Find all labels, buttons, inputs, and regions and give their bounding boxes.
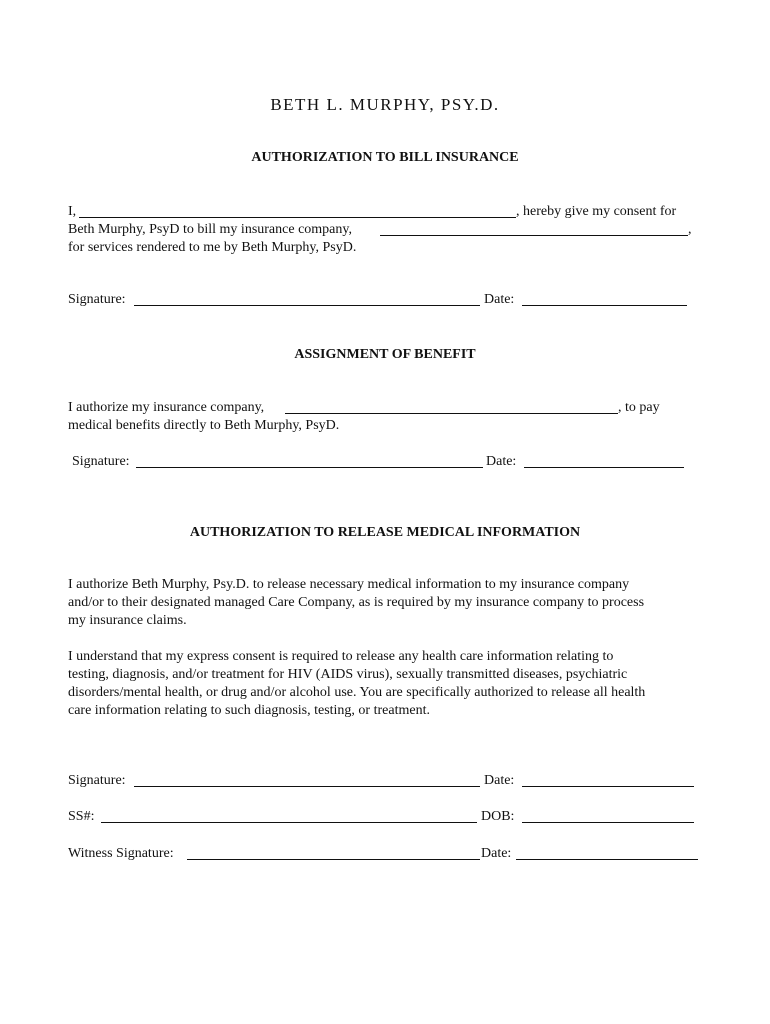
witness-date-label: Date: (481, 846, 512, 861)
document-title: BETH L. MURPHY, PSY.D. (270, 95, 500, 114)
section-heading-bill-insurance: AUTHORIZATION TO BILL INSURANCE (251, 150, 519, 165)
witness-date-field[interactable] (516, 859, 698, 860)
dob-label: DOB: (481, 809, 515, 824)
signature-field[interactable] (136, 467, 483, 468)
services-text: for services rendered to me by Beth Murphy, PsyD. (68, 240, 357, 255)
signature-field[interactable] (134, 305, 480, 306)
benefits-text: medical benefits directly to Beth Murphy, PsyD. (68, 418, 340, 433)
insurance-line-suffix: , (688, 222, 692, 237)
consent-line-prefix: I, (68, 204, 77, 219)
ss-number-field[interactable] (101, 822, 477, 823)
signature-label: Signature: (68, 773, 126, 788)
paragraph-line: I authorize Beth Murphy, Psy.D. to release necessary medical information to my insurance company (68, 577, 630, 592)
date-field[interactable] (522, 786, 694, 787)
consent-line-suffix: , hereby give my consent for (516, 204, 677, 219)
authorize-line-prefix: I authorize my insurance company, (68, 400, 265, 415)
section-heading-assignment-benefit: ASSIGNMENT OF BENEFIT (294, 347, 476, 362)
signature-label: Signature: (72, 454, 130, 469)
paragraph-line: testing, diagnosis, and/or treatment for HIV (AIDS virus), sexually transmitted diseases, psychiatric (68, 667, 628, 682)
paragraph-line: I understand that my express consent is required to release any health care information relating to (68, 649, 614, 664)
insurance-company-field[interactable] (380, 235, 688, 236)
section-heading-release-medical-info: AUTHORIZATION TO RELEASE MEDICAL INFORMATION (189, 525, 581, 540)
paragraph-line: my insurance claims. (68, 613, 187, 628)
witness-signature-label: Witness Signature: (68, 846, 174, 861)
authorize-line-suffix: , to pay (618, 400, 660, 415)
witness-signature-field[interactable] (187, 859, 480, 860)
dob-field[interactable] (522, 822, 694, 823)
signature-field[interactable] (134, 786, 480, 787)
signature-label: Signature: (68, 292, 126, 307)
paragraph-line: disorders/mental health, or drug and/or alcohol use. You are specifically authorized to release all health (68, 685, 646, 700)
patient-name-field[interactable] (79, 217, 516, 218)
date-label: Date: (484, 292, 515, 307)
insurance-line-prefix: Beth Murphy, PsyD to bill my insurance company, (68, 222, 352, 237)
date-label: Date: (484, 773, 515, 788)
paragraph-line: and/or to their designated managed Care Company, as is required by my insurance company to process (68, 595, 645, 610)
date-field[interactable] (524, 467, 684, 468)
ss-label: SS#: (68, 809, 95, 824)
date-field[interactable] (522, 305, 687, 306)
benefit-insurance-company-field[interactable] (285, 413, 618, 414)
paragraph-line: care information relating to such diagnosis, testing, or treatment. (68, 703, 430, 718)
date-label: Date: (486, 454, 517, 469)
